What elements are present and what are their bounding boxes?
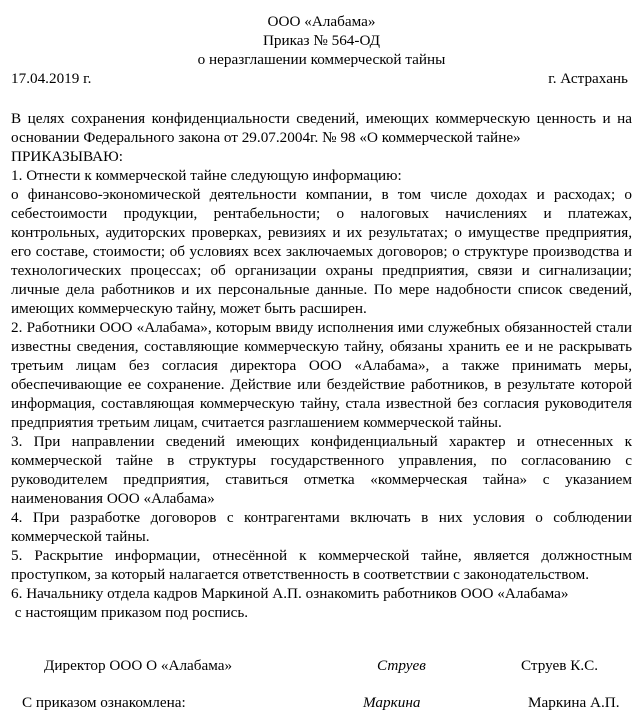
acknowledgement-name: Маркина А.П. [528, 694, 620, 711]
acknowledgement-row [0, 693, 642, 712]
acknowledgement-signature: Маркина [363, 694, 421, 711]
item-6-line-1: 6. Начальнику отдела кадров Маркиной А.П. ознакомить работников ООО «Алабама» [11, 585, 569, 602]
order-date: 17.04.2019 г. [11, 70, 92, 87]
director-signature-row [0, 656, 642, 675]
order-subject: о неразглашении коммерческой тайны [197, 51, 446, 68]
item-1-text: о финансово-экономической деятельности компании, в том числе доходах и расходах; о себестоимости продукции, рентабельности; о налоговых начислениях и платежах, контрольных, аудиторских проверках, ревизиях и их результатах; о имуществе предприятия, его составе, стоимости; об условиях всех заключаемых договоров; о структуре производства и технологических процессах; об организации охраны предприятия, связи и сигнализации; личные дела работников и их персональные данные. По мере надобности список сведений, имеющих коммерческую тайну, может быть расширен. [11, 186, 632, 317]
document-header [11, 0, 632, 69]
director-signature: Струев [377, 657, 426, 674]
acknowledgement-label: С приказом ознакомлена: [22, 694, 186, 711]
item-4-paragraph: 4. При разработке договоров с контрагентами включать в них условия о соблюдении коммерческой тайны. [11, 509, 632, 545]
preamble-paragraph: В целях сохранения конфиденциальности сведений, имеющих коммерческую ценность и на основании Федерального закона от 29.07.2004г. № 98 «О коммерческой тайне» [11, 110, 632, 146]
item-5-paragraph: 5. Раскрытие информации, отнесённой к коммерческой тайне, является должностным проступком, за который налагается ответственность в соответствии с законодательством. [11, 547, 632, 583]
order-body [11, 109, 632, 622]
item-3-paragraph: 3. При направлении сведений имеющих конфиденциальный характер и отнесенных к коммерческой тайне в структуры государственного управления, по согласованию с руководителем предприятия, ставиться отметка «коммерческая тайна» с указанием наименования ООО «Алабама» [11, 433, 632, 507]
order-city: г. Астрахань [548, 70, 628, 87]
director-name: Струев К.С. [521, 657, 599, 674]
item-2-paragraph: 2. Работники ООО «Алабама», которым ввиду исполнения ими служебных обязанностей стали известны сведения, составляющие коммерческую тайну, обязаны хранить ее и не раскрывать третьим лицам без согласия директора ООО «Алабама», а также принимать меры, обеспечивающие ее сохранение. Действие или бездействие работников, в результате которой информация, составляющая коммерческую тайну, стала известной без согласия руководителя предприятия третьим лицам, считается разглашением коммерческой тайны. [11, 319, 632, 431]
organization-name: ООО «Алабама» [267, 13, 376, 30]
item-6-line-2: с настоящим приказом под роспись. [11, 604, 249, 621]
order-number: Приказ № 564-ОД [262, 32, 381, 49]
item-1-title: 1. Отнести к коммерческой тайне следующую информацию: [11, 167, 402, 184]
director-label: Директор ООО О «Алабама» [44, 657, 233, 674]
date-city-row [11, 69, 632, 88]
order-word: ПРИКАЗЫВАЮ: [11, 148, 123, 165]
